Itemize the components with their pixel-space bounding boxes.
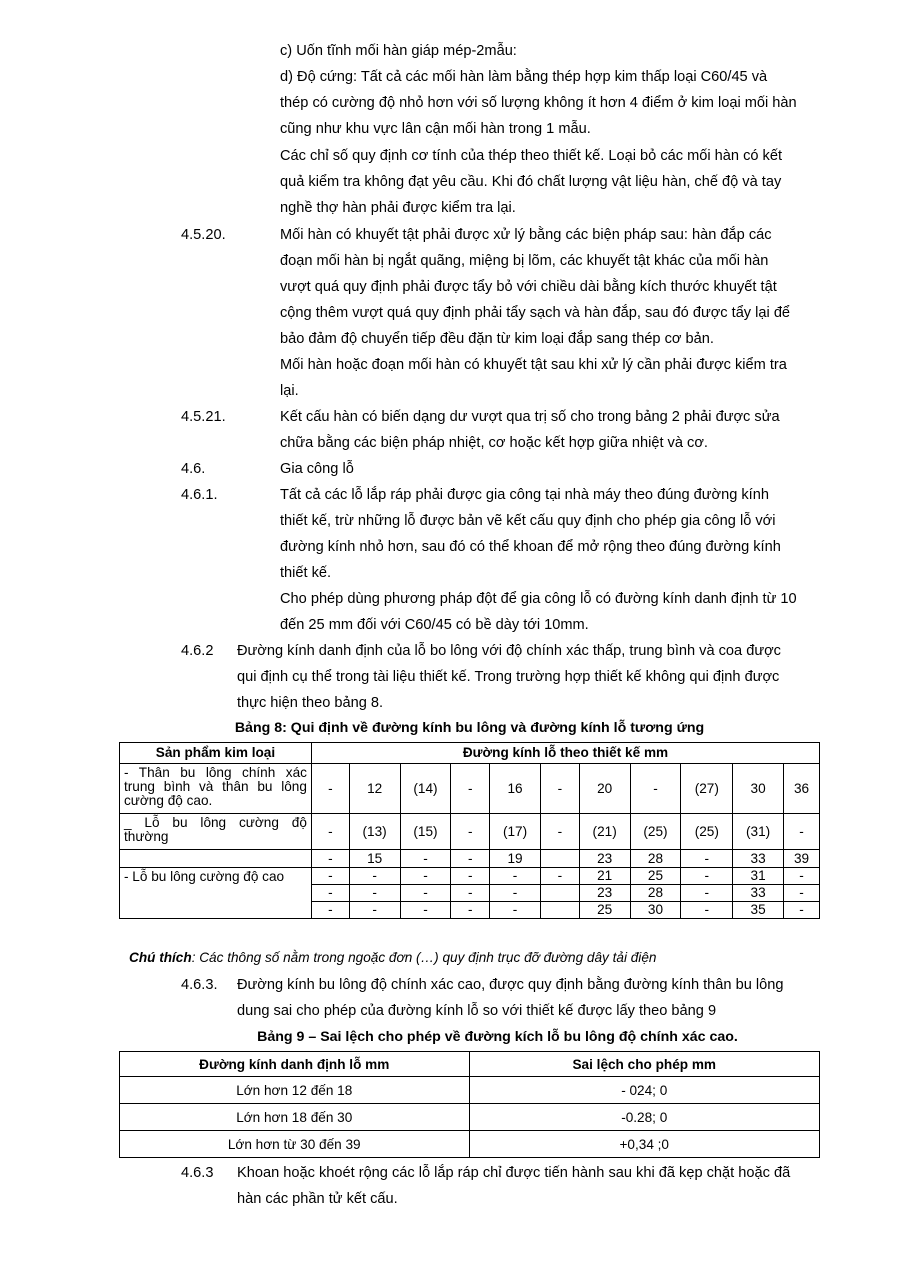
text-line: d) Độ cứng: Tất cả các mối hàn làm bằng thép hợp kim thấp loại C60/45 và <box>280 69 768 85</box>
paragraph-4-6-3 <box>237 972 813 1024</box>
table-cell: 33 <box>733 850 784 868</box>
table-cell: - <box>490 868 541 885</box>
row-label-empty <box>120 902 312 919</box>
table-cell: - <box>311 868 349 885</box>
table-cell: - <box>681 868 733 885</box>
table-cell: 31 <box>733 868 784 885</box>
table-cell: (25) <box>630 814 681 850</box>
table-cell: - <box>630 764 681 814</box>
text-line: vượt quá quy định phải được tẩy bỏ với chiều dài bằng kích thước khuyết tật <box>280 279 777 295</box>
table-cell: - <box>451 764 490 814</box>
table-row <box>120 868 820 885</box>
table-row <box>120 902 820 919</box>
table-row <box>120 814 820 850</box>
text-line: Tất cả các lỗ lắp ráp phải được gia công tại nhà máy theo đúng đường kính <box>280 487 769 503</box>
table-cell: 33 <box>733 885 784 902</box>
note-text: : Các thông số nằm trong ngoặc đơn (…) quy định trục đỡ đường dây tải điện <box>191 950 657 965</box>
section-number-4-6-1: 4.6.1. <box>181 487 218 503</box>
text-line: Mối hàn có khuyết tật phải được xử lý bằng các biện pháp sau: hàn đắp các <box>280 227 772 243</box>
table-row <box>120 850 820 868</box>
table-cell: - <box>349 868 400 885</box>
table-cell: - <box>540 868 579 885</box>
table-cell: -0.28; 0 <box>469 1104 820 1131</box>
text-line: qui định cụ thể trong tài liệu thiết kế. Trong trường hợp thiết kế không qui định được <box>237 669 780 685</box>
paragraph-d <box>280 64 813 142</box>
paragraph-c: c) Uốn tĩnh mối hàn giáp mép-2mẫu: <box>280 43 517 59</box>
table-cell: Lớn hơn 18 đến 30 <box>120 1104 470 1131</box>
table-cell: - <box>400 902 451 919</box>
table-cell: - <box>451 814 490 850</box>
table-cell: - <box>349 902 400 919</box>
text-line: thiết kế. <box>280 565 332 581</box>
table-cell: 21 <box>579 868 630 885</box>
table-cell: 36 <box>784 764 820 814</box>
table-cell: 19 <box>490 850 541 868</box>
row-label: _ Lỗ bu lông cường độ thường <box>120 814 312 850</box>
paragraph-4-5-20-continued <box>280 352 813 404</box>
table-cell: 35 <box>733 902 784 919</box>
section-number-4-6-3-b: 4.6.3 <box>181 1165 214 1181</box>
table-cell: - <box>540 814 579 850</box>
text-line: thiết kế, trừ những lỗ được bản vẽ kết cấu quy định cho phép gia công lỗ với <box>280 513 776 529</box>
paragraph-4-6-2 <box>237 638 813 716</box>
table-cell: 23 <box>579 885 630 902</box>
text-line: hàn các phần tử kết cấu. <box>237 1191 398 1207</box>
table-9-caption: Bảng 9 – Sai lệch cho phép về đường kích lỗ bu lông độ chính xác cao. <box>257 1029 738 1045</box>
text-line: đường kính nhỏ hơn, sau đó có thể khoan để mở rộng theo đúng đường kính <box>280 539 781 555</box>
table-cell: 15 <box>349 850 400 868</box>
text-line: quả kiểm tra không đạt yêu cầu. Khi đó chất lượng vật liệu hàn, chế độ và tay <box>280 174 782 190</box>
table-cell: 20 <box>579 764 630 814</box>
table-cell: - <box>311 764 349 814</box>
table-cell: - <box>311 850 349 868</box>
text-line: cộng thêm vượt quá quy định phải tẩy sạch và hàn đắp, sau đó được tẩy lại để <box>280 305 791 321</box>
section-number-4-6: 4.6. <box>181 461 206 477</box>
table-cell <box>540 850 579 868</box>
text-line: lại. <box>280 383 299 399</box>
text-line: dung sai cho phép của đường kính lỗ so với thiết kế được lấy theo bảng 9 <box>237 1003 717 1019</box>
table-cell: (31) <box>733 814 784 850</box>
table-cell: 30 <box>630 902 681 919</box>
table-cell: +0,34 ;0 <box>469 1131 820 1158</box>
text-line: thực hiện theo bảng 8. <box>237 695 384 711</box>
paragraph-4-6-3-b <box>237 1160 813 1212</box>
table-9-header-tolerance: Sai lệch cho phép mm <box>469 1052 820 1077</box>
table-cell: - <box>311 814 349 850</box>
paragraph-4-6-1 <box>280 482 813 586</box>
table-cell: - <box>311 885 349 902</box>
table-cell: - <box>400 850 451 868</box>
text-line: Đường kính bu lông độ chính xác cao, được quy định bằng đường kính thân bu lông <box>237 977 784 993</box>
table-cell: - <box>540 764 579 814</box>
table-cell: - <box>311 902 349 919</box>
table-cell: - <box>784 902 820 919</box>
table-9-header-row <box>120 1052 820 1077</box>
note-label: Chú thích <box>129 950 192 965</box>
paragraph-4-5-20 <box>280 222 813 352</box>
text-line: đoạn mối hàn bị ngắt quãng, miệng bị lõm, các khuyết tật khác của mối hàn <box>280 253 769 269</box>
table-cell: - <box>451 902 490 919</box>
table-8-caption: Bảng 8: Qui định về đường kính bu lông và đường kính lỗ tương ứng <box>234 720 705 736</box>
table-row <box>120 1104 820 1131</box>
table-row <box>120 764 820 814</box>
section-title-gia-cong-lo: Gia công lỗ <box>280 461 354 477</box>
table-8-note <box>129 948 656 968</box>
text-line: Mối hàn hoặc đoạn mối hàn có khuyết tật sau khi xử lý cần phải được kiểm tra <box>280 357 787 373</box>
table-8 <box>119 742 820 919</box>
table-cell: 16 <box>490 764 541 814</box>
table-cell: Lớn hơn 12 đến 18 <box>120 1077 470 1104</box>
table-cell: - 024; 0 <box>469 1077 820 1104</box>
table-8-header-diameter: Đường kính lỗ theo thiết kế mm <box>311 743 819 764</box>
text-line: Các chỉ số quy định cơ tính của thép theo thiết kế. Loại bỏ các mối hàn có kết <box>280 148 783 164</box>
paragraph-4-5-21 <box>280 404 813 456</box>
table-cell: - <box>784 814 820 850</box>
text-line: Kết cấu hàn có biến dạng dư vượt qua trị số cho trong bảng 2 phải được sửa <box>280 409 780 425</box>
table-cell: 12 <box>349 764 400 814</box>
table-9-header-diameter: Đường kính danh định lỗ mm <box>120 1052 470 1077</box>
section-number-4-5-21: 4.5.21. <box>181 409 226 425</box>
table-8-header-row <box>120 743 820 764</box>
table-cell: 28 <box>630 885 681 902</box>
table-row <box>120 1131 820 1158</box>
row-label-empty <box>120 850 312 868</box>
text-line: Khoan hoặc khoét rộng các lỗ lắp ráp chỉ được tiến hành sau khi đã kẹp chặt hoặc đã <box>237 1165 791 1181</box>
table-9 <box>119 1051 820 1158</box>
table-cell: - <box>490 885 541 902</box>
table-cell: - <box>400 868 451 885</box>
table-cell: - <box>784 885 820 902</box>
table-cell: - <box>451 868 490 885</box>
text-line: nghề thợ hàn phải được kiểm tra lại. <box>280 200 516 216</box>
text-line: cũng như khu vực lân cận mối hàn trong 1 mẫu. <box>280 121 591 137</box>
table-cell: Lớn hơn từ 30 đến 39 <box>120 1131 470 1158</box>
table-cell: (27) <box>681 764 733 814</box>
table-cell: - <box>400 885 451 902</box>
section-number-4-5-20: 4.5.20. <box>181 227 226 243</box>
section-number-4-6-3: 4.6.3. <box>181 977 218 993</box>
section-number-4-6-2: 4.6.2 <box>181 643 214 659</box>
table-row <box>120 1077 820 1104</box>
table-cell: 39 <box>784 850 820 868</box>
text-line: bảo đảm độ chuyển tiếp đều đặn từ kim loại đắp sang thép cơ bản. <box>280 331 714 347</box>
text-line: thép có cường độ nhỏ hơn với số lượng không ít hơn 4 điểm ở kim loại mối hàn <box>280 95 797 111</box>
table-cell: (25) <box>681 814 733 850</box>
table-cell: - <box>784 868 820 885</box>
table-cell: (13) <box>349 814 400 850</box>
table-cell: (14) <box>400 764 451 814</box>
paragraph-4-6-1-continued <box>280 586 813 638</box>
table-cell <box>540 902 579 919</box>
table-cell: (17) <box>490 814 541 850</box>
table-cell: - <box>451 850 490 868</box>
table-cell: (15) <box>400 814 451 850</box>
table-cell: (21) <box>579 814 630 850</box>
table-8-header-product: Sản phẩm kim loại <box>120 743 312 764</box>
table-cell: 25 <box>579 902 630 919</box>
table-cell: - <box>681 850 733 868</box>
table-cell: 30 <box>733 764 784 814</box>
table-cell: 28 <box>630 850 681 868</box>
row-label: - Lỗ bu lông cường độ cao <box>120 868 312 902</box>
table-cell: - <box>349 885 400 902</box>
text-line: đến 25 mm đối với C60/45 có bề dày tới 10mm. <box>280 617 589 633</box>
table-cell: - <box>681 902 733 919</box>
table-cell: 25 <box>630 868 681 885</box>
paragraph-d-continued <box>280 143 813 221</box>
table-cell: - <box>451 885 490 902</box>
table-cell <box>540 885 579 902</box>
row-label: - Thân bu lông chính xác trung bình và thân bu lông cường độ cao. <box>120 764 312 814</box>
table-cell: 23 <box>579 850 630 868</box>
table-cell: - <box>681 885 733 902</box>
text-line: Cho phép dùng phương pháp đột để gia công lỗ có đường kính danh định từ 10 <box>280 591 797 607</box>
text-line: Đường kính danh định của lỗ bo lông với độ chính xác thấp, trung bình và coa được <box>237 643 781 659</box>
table-cell: - <box>490 902 541 919</box>
text-line: chữa bằng các biện pháp nhiệt, cơ hoặc kết hợp giữa nhiệt và cơ. <box>280 435 708 451</box>
